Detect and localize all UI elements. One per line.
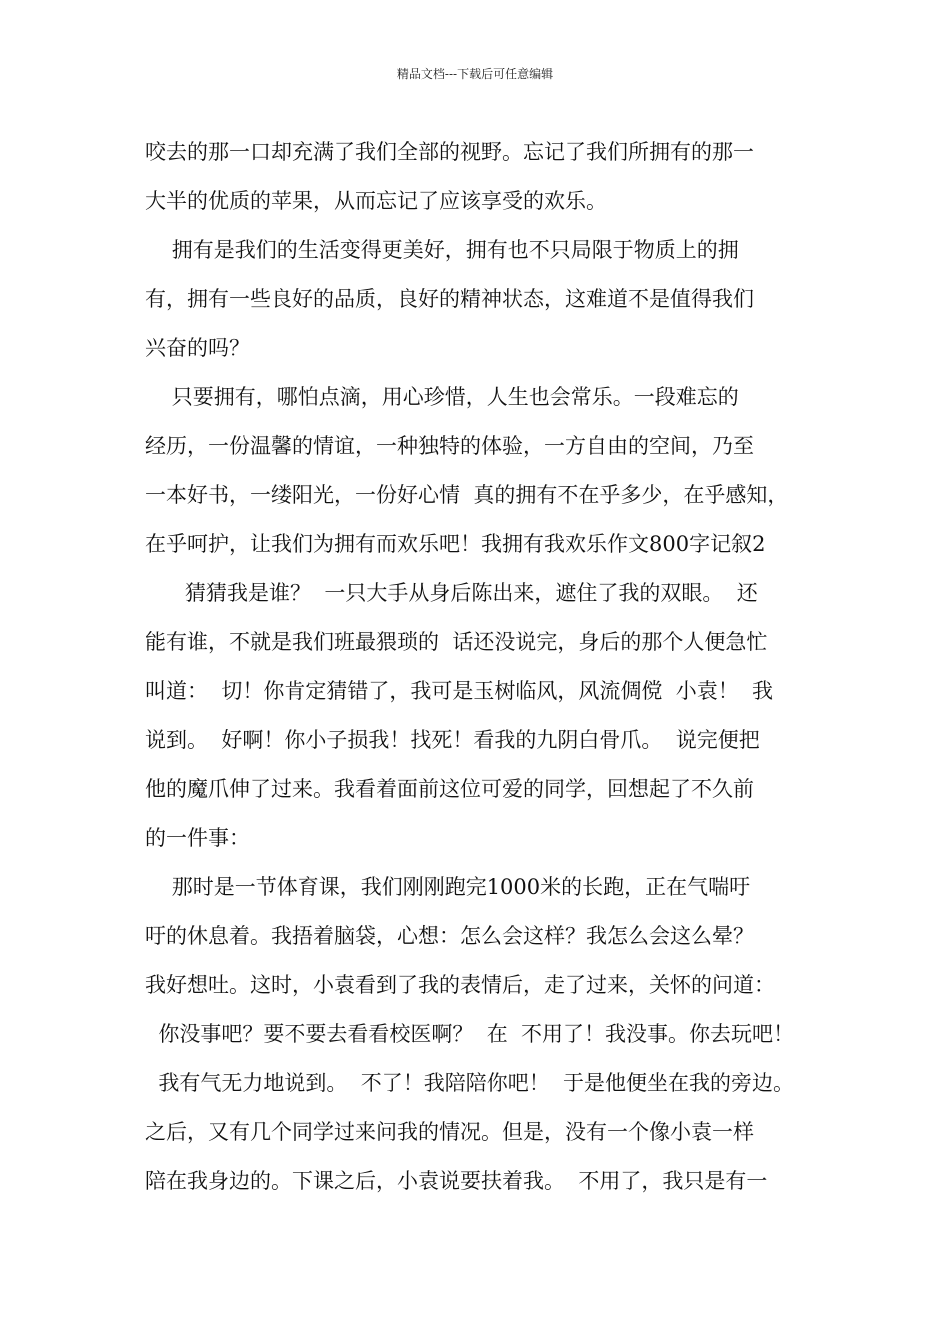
- text-line: 我好想吐。这时，小袁看到了我的表情后，走了过来，关怀的问道：: [145, 973, 775, 997]
- text-line: 那时是一节体育课，我们刚刚跑完1000米的长跑，正在气喘吁: [145, 875, 751, 899]
- text-line: 能有谁，不就是我们班最猥琐的 话还没说完，身后的那个人便急忙: [145, 630, 768, 654]
- text-line: 他的魔爪伸了过来。我看着面前这位可爱的同学，回想起了不久前: [145, 777, 754, 801]
- text-line: 拥有是我们的生活变得更美好，拥有也不只局限于物质上的拥: [145, 238, 739, 262]
- text-line: 大半的优质的苹果，从而忘记了应该享受的欢乐。: [145, 189, 607, 213]
- text-line: 我有气无力地说到。 不了！我陪陪你吧！ 于是他便坐在我的旁边。: [145, 1071, 795, 1095]
- text-line: 兴奋的吗？: [145, 336, 250, 360]
- text-line: 在乎呵护，让我们为拥有而欢乐吧！我拥有我欢乐作文800字记叙2: [145, 532, 766, 556]
- text-line: 猜猜我是谁？ 一只大手从身后陈出来，遮住了我的双眼。 还: [145, 581, 758, 605]
- text-line: 陪在我身边的。下课之后，小袁说要扶着我。 不用了，我只是有一: [145, 1169, 768, 1193]
- text-line: 之后，又有几个同学过来问我的情况。但是，没有一个像小袁一样: [145, 1120, 754, 1144]
- text-line: 的一件事：: [145, 826, 250, 850]
- text-line: 叫道： 切！你肯定猜错了，我可是玉树临风，风流倜傥 小袁！ 我: [145, 679, 774, 703]
- text-line: 一本好书，一缕阳光，一份好心情 真的拥有不在乎多少，在乎感知，: [145, 483, 789, 507]
- text-line: 咬去的那一口却充满了我们全部的视野。忘记了我们所拥有的那一: [145, 140, 754, 164]
- text-line: 经历，一份温馨的情谊，一种独特的体验，一方自由的空间，乃至: [145, 434, 754, 458]
- page-header: 精品文档---下载后可任意编辑: [396, 67, 554, 81]
- text-line: 有，拥有一些良好的品质，良好的精神状态，这难道不是值得我们: [145, 287, 754, 311]
- text-line: 吁的休息着。我捂着脑袋，心想：怎么会这样？我怎么会这么晕？: [145, 924, 754, 948]
- document-body: [145, 128, 815, 1206]
- text-line: 只要拥有，哪怕点滴，用心珍惜，人生也会常乐。一段难忘的: [145, 385, 739, 409]
- text-line: 说到。 好啊！你小子损我！找死！看我的九阴白骨爪。 说完便把: [145, 728, 760, 752]
- text-line: 你没事吧？要不要去看看校医啊？ 在 不用了！我没事。你去玩吧！: [145, 1022, 795, 1046]
